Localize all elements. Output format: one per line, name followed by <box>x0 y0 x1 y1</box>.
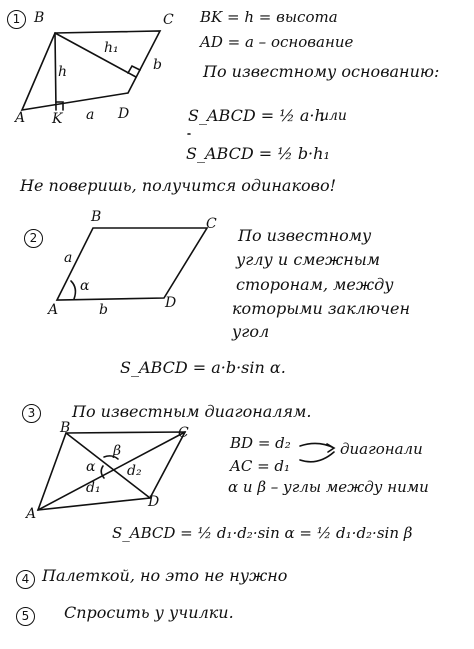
vertex-label-k: K <box>52 111 63 127</box>
note-ad-base: AD = a – основание <box>200 33 354 51</box>
note-diagonals: диагонали <box>340 440 423 458</box>
angle-label-alpha-2: α <box>80 278 90 294</box>
vertex-label-c: C <box>163 12 174 28</box>
note-bd-d2: BD = d₂ <box>230 434 291 452</box>
note-palette: Палеткой, но это не нужно <box>42 566 288 585</box>
note-known-angle-2: углу и смежным <box>236 250 381 269</box>
side-label-b-2: b <box>99 302 108 318</box>
note-ac-d1: AC = d₁ <box>230 457 291 475</box>
note-angles-between: α и β – углы между ними <box>228 478 429 496</box>
note-bk-height: BK = h = высота <box>200 8 338 26</box>
diagonal-label-d2: d₂ <box>127 463 142 479</box>
formula-area-2: S_ABCD = ½ b·h₁ <box>186 144 330 163</box>
vertex-label-d-3: D <box>148 494 160 510</box>
side-label-a-2: a <box>64 250 73 266</box>
section-number-3: 3 <box>22 404 41 423</box>
height-label-h1: h₁ <box>104 40 119 56</box>
vertex-label-d-2: D <box>165 295 177 311</box>
vertex-label-b-3: B <box>60 420 71 436</box>
diagonal-label-d1: d₁ <box>86 480 101 496</box>
angle-label-beta-3: β <box>113 443 122 459</box>
section-number-5: 5 <box>16 607 35 626</box>
vertex-label-a-3: A <box>26 506 37 522</box>
arrow-diagonals-2 <box>300 452 334 462</box>
angle-arc-alpha <box>71 281 75 299</box>
vertex-label-c-2: C <box>206 216 217 232</box>
formula-area-sine: S_ABCD = a·b·sin α. <box>120 358 286 377</box>
section-number-4: 4 <box>16 570 35 589</box>
height-label-h: h <box>58 64 68 80</box>
section-number-2: 2 <box>24 229 43 248</box>
vertex-label-a: A <box>15 110 26 126</box>
height-h1 <box>55 33 136 77</box>
formula-area-1: S_ABCD = ½ a·h <box>188 106 325 125</box>
vertex-label-d: D <box>118 106 130 122</box>
vertex-label-c-3: C <box>178 425 189 441</box>
side-label-b: b <box>153 57 162 73</box>
vertex-label-b: B <box>34 10 45 26</box>
note-ask-teacher: Спросить у училки. <box>64 603 234 622</box>
angle-label-alpha-3: α <box>86 459 96 475</box>
side-label-a: a <box>86 107 95 123</box>
note-known-angle-4: которыми заключен <box>232 299 410 318</box>
height-bk <box>55 33 56 110</box>
formula-area-diagonals: S_ABCD = ½ d₁·d₂·sin α = ½ d₁·d₂·sin β <box>112 524 413 542</box>
note-by-base: По известному основанию: <box>203 62 440 81</box>
diagonal-ac <box>38 432 185 510</box>
note-known-angle-1: По известному <box>238 226 372 245</box>
note-or: или <box>320 108 347 124</box>
vertex-label-b-2: B <box>91 209 102 225</box>
heading-known-diagonals: По известным диагоналям. <box>72 402 312 421</box>
note-conclusion: Не поверишь, получится одинаково! <box>20 176 337 195</box>
note-known-angle-3: сторонам, между <box>236 275 394 294</box>
vertex-label-a-2: A <box>48 302 59 318</box>
note-known-angle-5: угол <box>232 322 270 341</box>
section-number-1: 1 <box>7 10 26 29</box>
arrow-diagonals <box>300 443 334 452</box>
